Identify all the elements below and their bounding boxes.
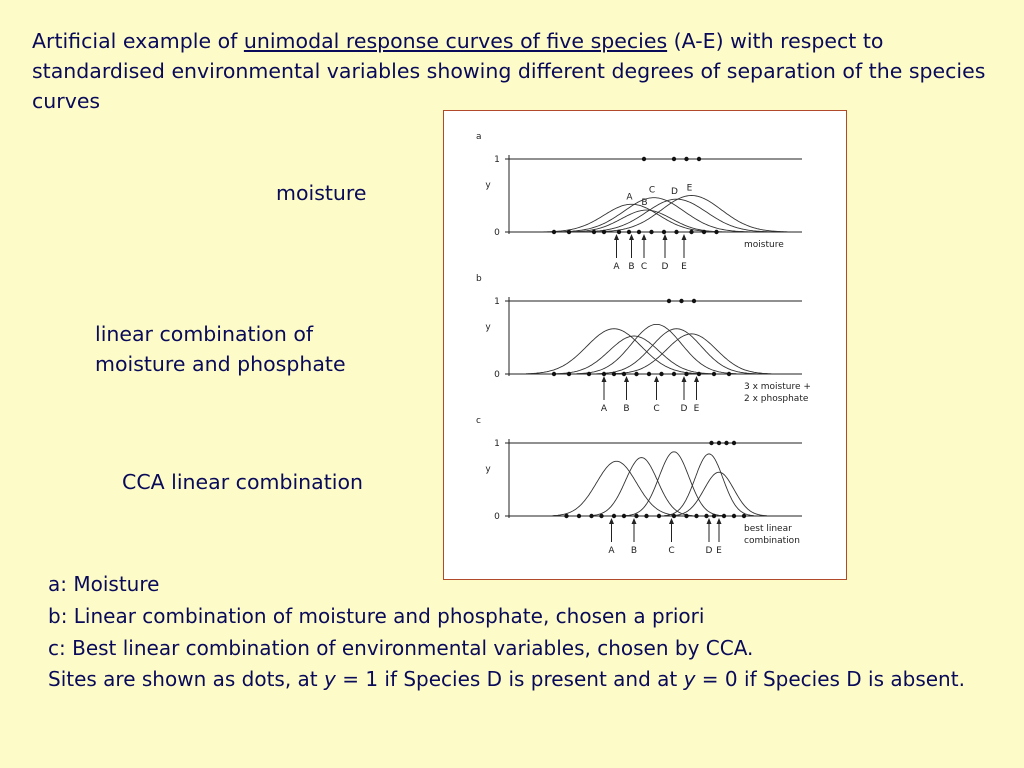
panel-c-arrowhead-C xyxy=(669,518,674,524)
panel-b-y-label: y xyxy=(485,322,491,333)
panel-a-tick-label-0: 0 xyxy=(494,228,500,238)
panel-c-axis-label-0: best linear xyxy=(744,524,792,534)
panel-c-arrowhead-E xyxy=(717,518,722,524)
panel-b-optimum-label-B: B xyxy=(623,404,630,414)
panel-a-site-absent xyxy=(552,230,556,234)
panel-b-site-absent xyxy=(697,372,701,376)
panel-c-site-absent xyxy=(577,514,581,518)
caption-b: b: Linear combination of moisture and phosphate, chosen a priori xyxy=(48,604,705,628)
panel-a-site-absent xyxy=(674,230,678,234)
panel-b-arrowhead-A xyxy=(602,376,607,382)
panel-a-site-present xyxy=(697,157,701,161)
panel-a-curve-E xyxy=(596,196,788,232)
panel-a-curve-label-D: D xyxy=(671,187,678,198)
panel-b-tick-label-1: 1 xyxy=(494,297,500,307)
panel-a-site-absent xyxy=(637,230,641,234)
caption-block xyxy=(48,568,978,694)
panel-c-curve-E xyxy=(671,472,767,516)
panel-c-curve-B xyxy=(590,458,692,516)
panel-a-curve-label-E: E xyxy=(686,183,693,194)
panel-b-site-absent xyxy=(587,372,591,376)
slide-title xyxy=(32,26,1002,116)
panel-c-y-label: y xyxy=(485,464,491,475)
panel-a-curve-label-C: C xyxy=(648,185,656,196)
panel-a-curve-D xyxy=(581,199,773,232)
panel-a-optimum-label-A: A xyxy=(613,262,620,272)
title-underlined-phrase: unimodal response curves of five species xyxy=(243,29,668,53)
panel-c-site-absent xyxy=(634,514,638,518)
panel-c-site-absent xyxy=(712,514,716,518)
panel-c-site-absent xyxy=(564,514,568,518)
panel-b-site-absent xyxy=(567,372,571,376)
panel-c-site-absent xyxy=(612,514,616,518)
title-text-end: (A-E) with respect to standardised environmental variables showing different degrees of separation of the species curves xyxy=(32,29,986,113)
panel-b-letter: b xyxy=(476,274,482,284)
label-moisture: moisture xyxy=(276,181,367,205)
panel-c-curve-D xyxy=(664,454,754,516)
panel-a-site-absent xyxy=(592,230,596,234)
panel-b-curve-A xyxy=(526,329,702,374)
panel-a-arrowhead-A xyxy=(614,234,619,240)
panel-b-site-absent xyxy=(712,372,716,376)
panel-b-curve-D xyxy=(597,329,757,374)
panel-c-arrowhead-D xyxy=(707,518,712,524)
panel-b-optimum-label-D: D xyxy=(680,404,688,414)
panel-a-site-present xyxy=(672,157,676,161)
panel-c-optimum-label-E: E xyxy=(716,546,722,556)
panel-a-arrowhead-D xyxy=(663,234,668,240)
panel-b-optimum-label-E: E xyxy=(693,404,700,414)
panel-b-axis-label-0: 3 x moisture + xyxy=(744,382,811,392)
panel-c-site-absent xyxy=(599,514,603,518)
panel-c-optimum-label-B: B xyxy=(630,546,638,556)
panel-a-y-label: y xyxy=(485,180,491,191)
panel-c-site-absent xyxy=(704,514,708,518)
panel-a-curve-label-B: B xyxy=(641,198,648,209)
label-cca-linear-combination: CCA linear combination xyxy=(122,470,363,494)
panel-c-site-absent xyxy=(657,514,661,518)
panel-a-site-absent xyxy=(689,230,693,234)
panel-c-site-absent xyxy=(722,514,726,518)
panel-a-site-present xyxy=(684,157,688,161)
panel-c-tick-label-1: 1 xyxy=(494,439,500,449)
panel-a-optimum-label-C: C xyxy=(640,262,648,272)
panel-b-site-absent xyxy=(552,372,556,376)
panel-c-site-present xyxy=(717,441,721,445)
panel-a-site-absent xyxy=(617,230,621,234)
response-curves-figure xyxy=(443,110,847,580)
panel-b-site-absent xyxy=(602,372,606,376)
panel-a-site-absent xyxy=(662,230,666,234)
panel-b-arrowhead-C xyxy=(654,376,659,382)
panel-b-site-absent xyxy=(622,372,626,376)
panel-c-site-absent xyxy=(672,514,676,518)
panel-a-optimum-label-B: B xyxy=(628,262,635,272)
panel-a-tick-label-1: 1 xyxy=(494,155,500,165)
panel-c-optimum-label-A: A xyxy=(608,546,615,556)
panel-b-site-present xyxy=(679,299,683,303)
panel-a-curve-A xyxy=(544,204,720,232)
panel-b-arrowhead-D xyxy=(682,376,687,382)
panel-a-site-absent xyxy=(602,230,606,234)
panel-b-site-absent xyxy=(684,372,688,376)
panel-c-site-absent xyxy=(644,514,648,518)
panel-a-arrowhead-E xyxy=(682,234,687,240)
panel-a-site-absent xyxy=(714,230,718,234)
panel-b-site-present xyxy=(667,299,671,303)
panel-a-optimum-label-D: D xyxy=(661,262,669,272)
panel-a-letter: a xyxy=(476,132,482,142)
caption-sites-note: Sites are shown as dots, at y = 1 if Species D is present and at y = 0 if Species D is absent. xyxy=(48,667,965,691)
panel-a-site-absent xyxy=(567,230,571,234)
panel-c-site-absent xyxy=(742,514,746,518)
panel-b-tick-label-0: 0 xyxy=(494,370,500,380)
panel-c-optimum-label-C: C xyxy=(668,546,675,556)
panel-b-site-absent xyxy=(672,372,676,376)
panel-a-optimum-label-E: E xyxy=(681,262,687,272)
caption-a: a: Moisture xyxy=(48,572,160,596)
panel-b-optimum-label-A: A xyxy=(600,404,608,414)
panel-b-site-absent xyxy=(659,372,663,376)
panel-b-axis-label-1: 2 x phosphate xyxy=(744,394,809,404)
panel-a-arrowhead-C xyxy=(642,234,647,240)
panel-a-site-absent xyxy=(627,230,631,234)
y-variable: y xyxy=(324,667,336,691)
panel-b-site-absent xyxy=(612,372,616,376)
panel-b-site-absent xyxy=(647,372,651,376)
panel-c-site-present xyxy=(732,441,736,445)
panel-c-site-absent xyxy=(732,514,736,518)
panel-c-site-absent xyxy=(684,514,688,518)
title-text-start: Artificial example of xyxy=(32,29,244,53)
panel-c-axis-label-1: combination xyxy=(744,536,800,546)
panel-b-optimum-label-C: C xyxy=(653,404,660,414)
panel-b-site-absent xyxy=(634,372,638,376)
panel-a-axis-label-0: moisture xyxy=(744,240,784,250)
panel-c-arrowhead-A xyxy=(609,518,614,524)
panel-c-arrowhead-B xyxy=(632,518,637,524)
panel-c-optimum-label-D: D xyxy=(705,546,713,556)
panel-a-arrowhead-B xyxy=(629,234,634,240)
panel-c-letter: c xyxy=(476,416,481,426)
panel-a-curve-label-A: A xyxy=(626,192,633,203)
label-linear-combination: linear combination of moisture and phosphate xyxy=(95,322,346,376)
panel-c-site-present xyxy=(709,441,713,445)
panel-c-site-absent xyxy=(694,514,698,518)
panel-b-arrowhead-B xyxy=(624,376,629,382)
panel-c-site-absent xyxy=(589,514,593,518)
y-variable: y xyxy=(683,667,696,691)
panel-b-site-present xyxy=(692,299,696,303)
panel-b-site-absent xyxy=(727,372,731,376)
panel-c-tick-label-0: 0 xyxy=(494,512,500,522)
panel-a-site-absent xyxy=(702,230,706,234)
panel-c-site-present xyxy=(724,441,728,445)
panel-c-site-absent xyxy=(622,514,626,518)
response-curves-svg xyxy=(444,111,846,579)
panel-b-arrowhead-E xyxy=(694,376,699,382)
panel-a-site-present xyxy=(642,157,646,161)
caption-c: c: Best linear combination of environmental variables, chosen by CCA. xyxy=(48,636,754,660)
panel-a-site-absent xyxy=(649,230,653,234)
